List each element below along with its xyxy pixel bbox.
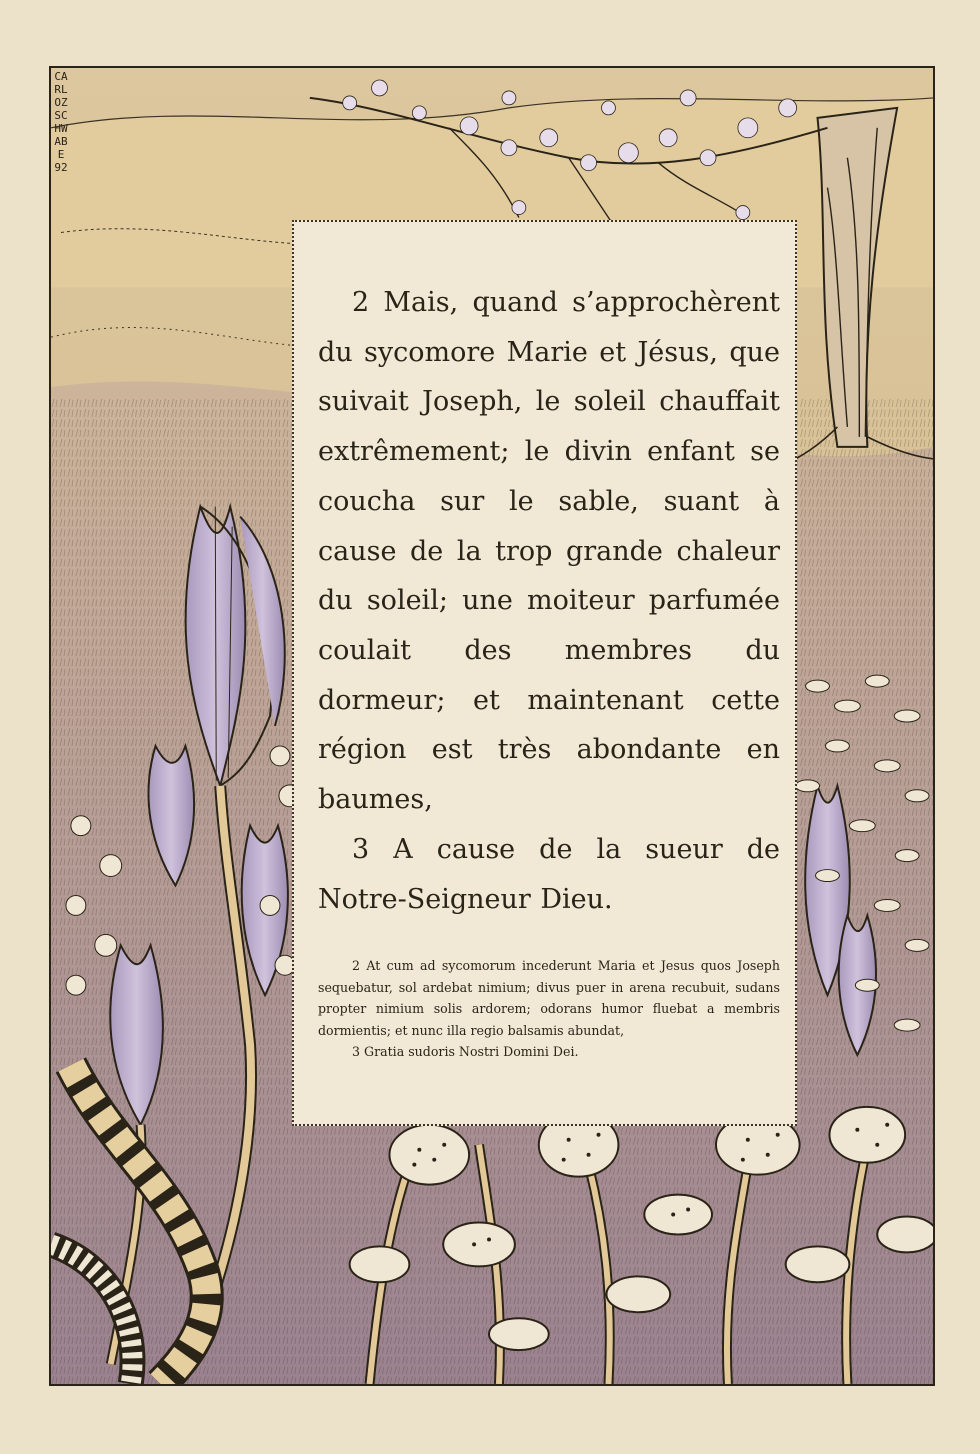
latin-footnote [318,955,780,1063]
verse-3-latin: 3 Gratia sudoris Nostri Domini Dei. [352,1044,579,1059]
verse-3-french: 3 A cause de la sueur de Notre-Seigneur Dieu. [318,834,780,915]
verse-2-latin: 2 At cum ad sycomorum incederunt Maria et Jesus quos Joseph sequebatur, sol ardebat nimium; divus puer in arena recubuit, sudans propter nimium solis ardorem; odorans humor fluebat a membris dormientis; et nunc illa regio balsamis abundat, [318,958,780,1038]
text-panel [292,220,797,1126]
verse-2-french: 2 Mais, quand s’approchèrent du sycomore Marie et Jésus, que suivait Joseph, le soleil chauffait extrêmement; le divin enfant se coucha sur le sable, suant à cause de la trop grande chaleur du soleil; une moiteur parfumée coulait des membres du dormeur; et maintenant cette région est très abondante en baumes, [318,287,780,816]
artist-signature: CARLOZ SCHWABE 92 [54,70,68,174]
